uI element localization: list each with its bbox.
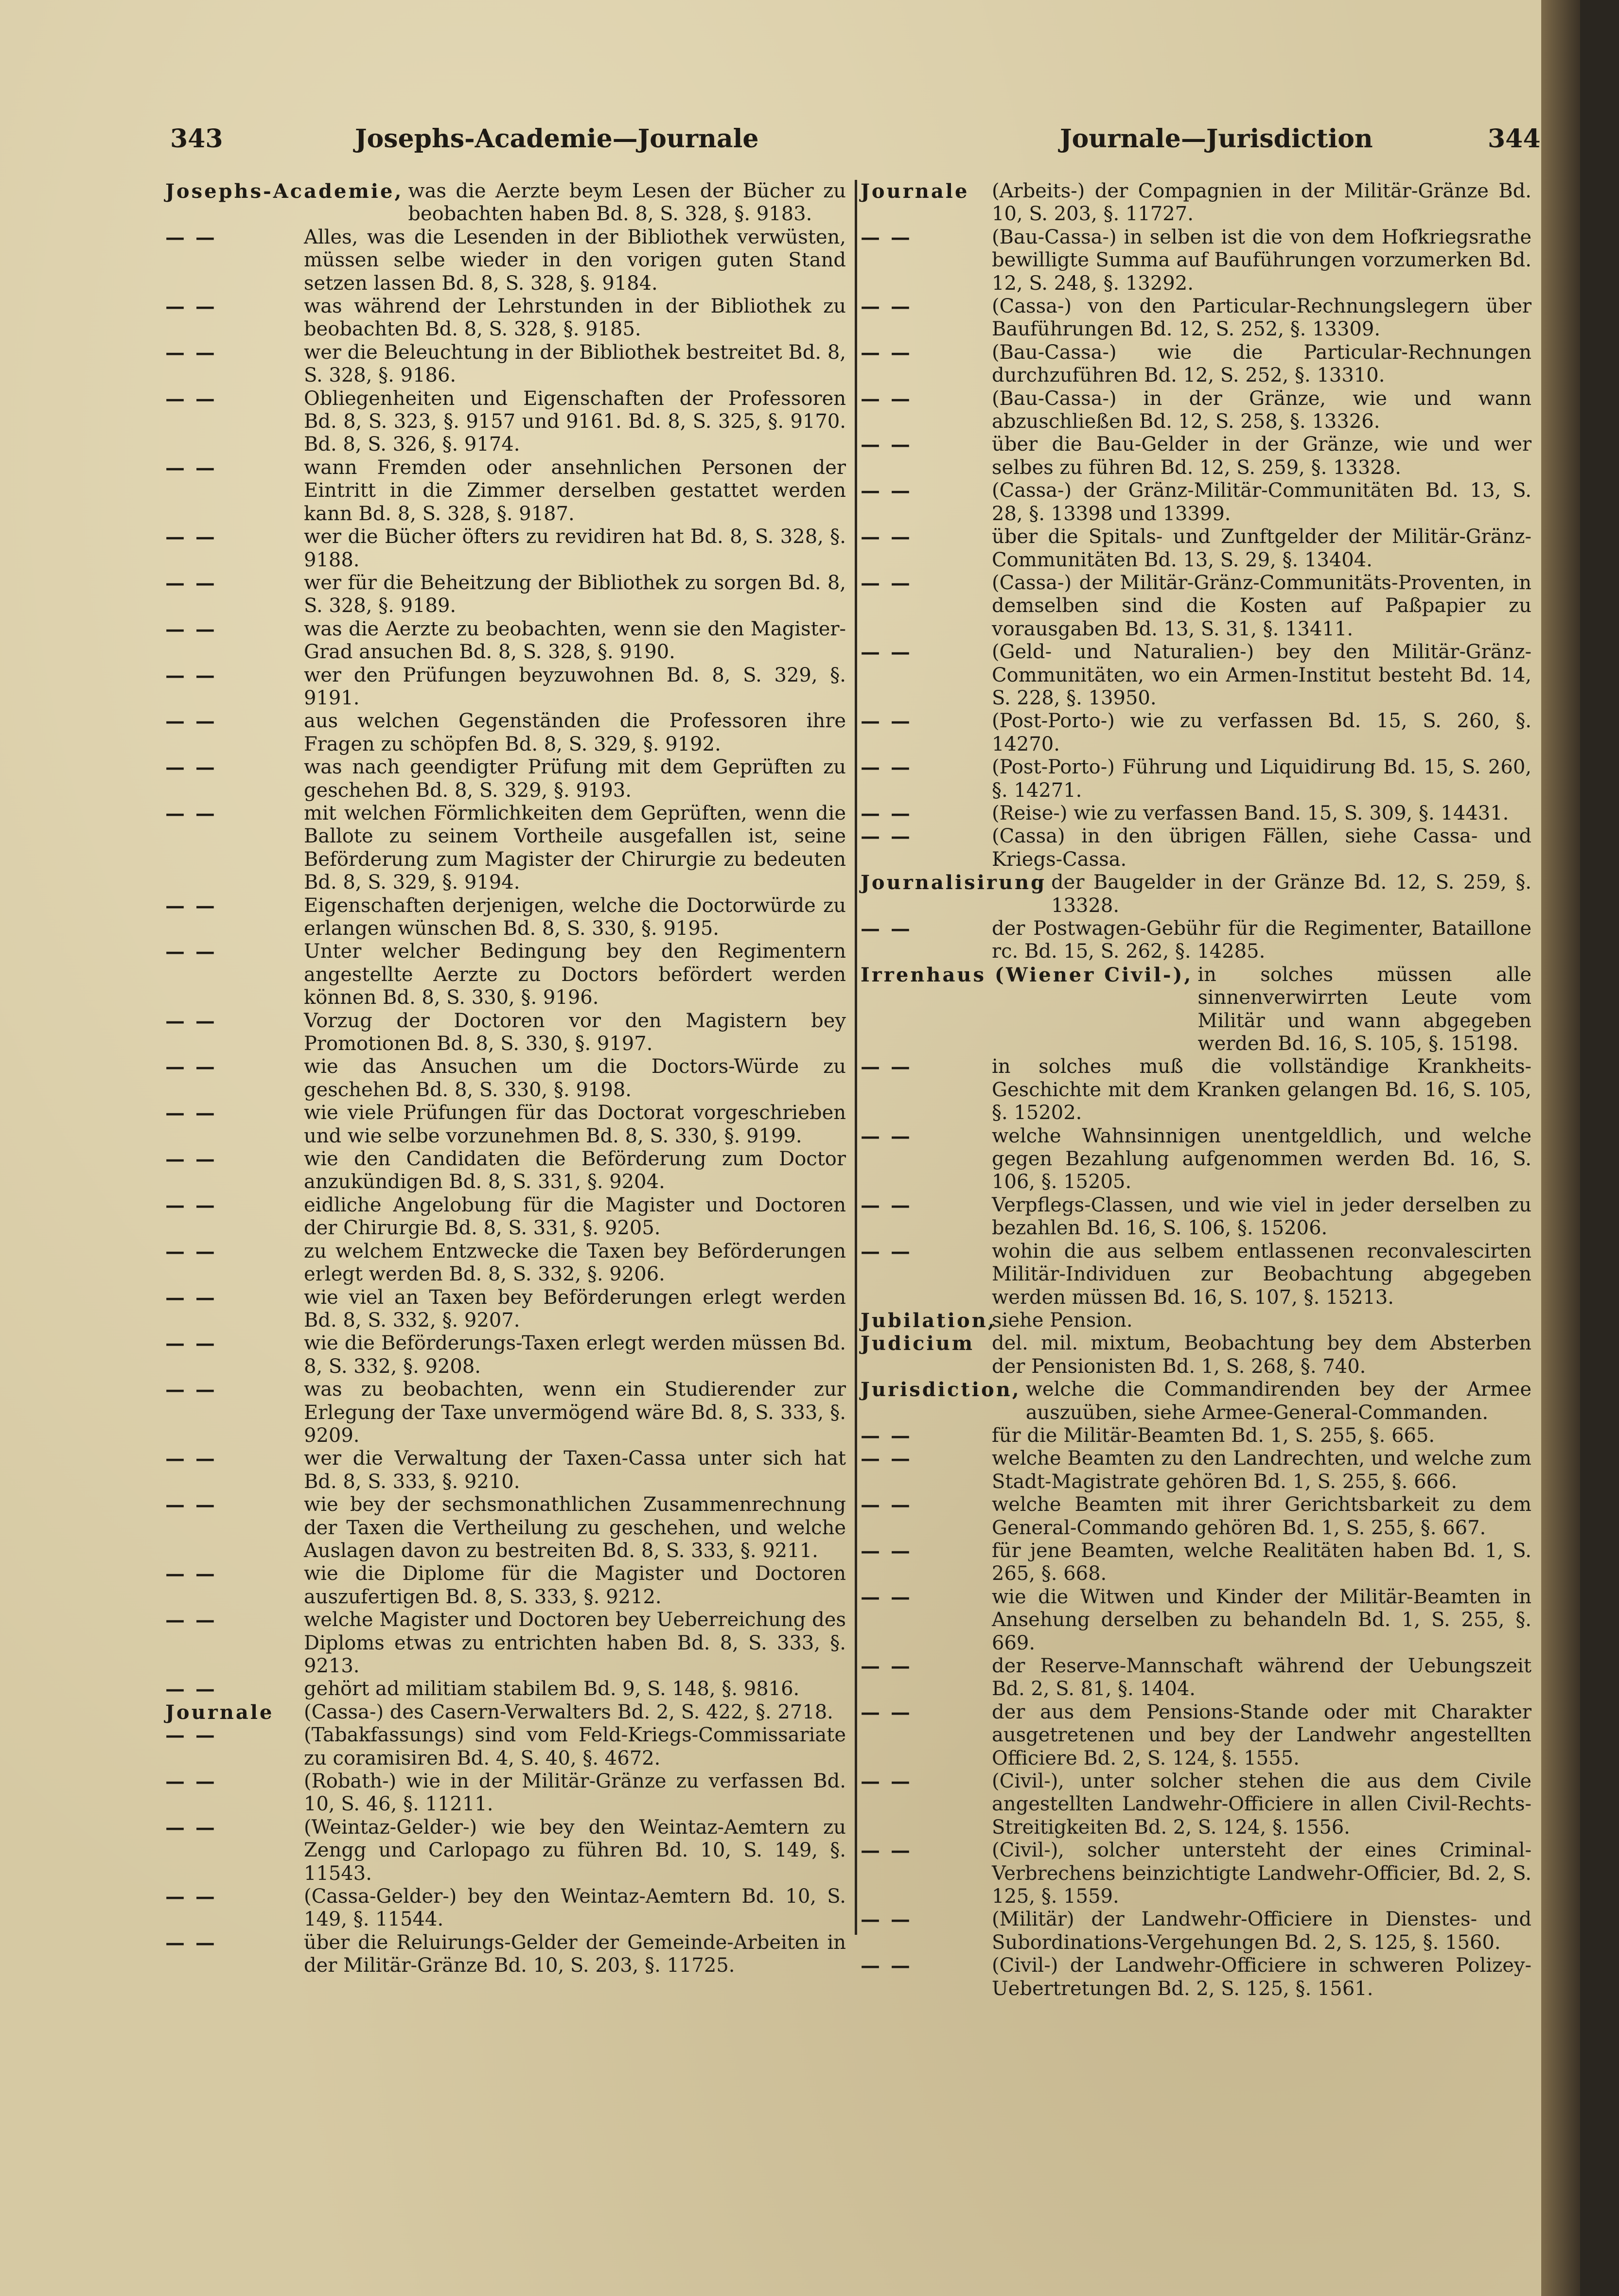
- entry-text: was die Aerzte zu beobachten, wenn sie den Magister-Grad ansuchen Bd. 8, S. 328, §. 9190.: [304, 617, 846, 664]
- entry-text: für die Militär-Beamten Bd. 1, S. 255, §. 665.: [992, 1424, 1435, 1447]
- left-page-number: 343: [170, 124, 223, 154]
- entry-text: wer die Beleuchtung in der Bibliothek bestreitet Bd. 8, S. 328, §. 9186.: [304, 341, 846, 387]
- entry-text: welche Wahnsinnigen unentgeldlich, und welche gegen Bezahlung aufgenommen werden Bd. 16, S. 106, §. 15205.: [992, 1124, 1531, 1193]
- entry-text: gehört ad militiam stabilem Bd. 9, S. 148, §. 9816.: [304, 1678, 800, 1700]
- entry-keyword: — —: [165, 756, 217, 779]
- entry-keyword: — —: [861, 825, 912, 848]
- index-entry: [165, 572, 846, 618]
- entry-keyword: — —: [861, 433, 912, 456]
- index-entry: [861, 1332, 1531, 1378]
- entry-text: welche Magister und Doctoren bey Ueberreichung des Diploms etwas zu entrichten haben Bd. 8, S. 333, §. 9213.: [304, 1609, 846, 1677]
- entry-text: Obliegenheiten und Eigenschaften der Professoren Bd. 8, S. 323, §. 9157 und 9161. Bd. 8, S. 325, §. 9170. Bd. 8, S. 326, §. 9174.: [304, 387, 846, 456]
- index-entry: [165, 226, 846, 295]
- entry-keyword: — —: [861, 1539, 912, 1562]
- entry-text: (Post-Porto-) Führung und Liquidirung Bd. 15, S. 260, §. 14271.: [992, 756, 1531, 802]
- index-entry: [165, 1102, 846, 1148]
- entry-keyword: — —: [165, 710, 217, 733]
- index-entry: [861, 1954, 1531, 2000]
- entry-keyword: — —: [861, 710, 912, 733]
- entry-text: (Geld- und Naturalien-) bey den Militär-Gränz-Communitäten, wo ein Armen-Institut besteht Bd. 14, S. 228, §. 13950.: [992, 641, 1531, 709]
- entry-text: wer die Verwaltung der Taxen-Cassa unter sich hat Bd. 8, S. 333, §. 9210.: [304, 1447, 846, 1493]
- entry-text: was nach geendigter Prüfung mit dem Geprüften zu geschehen Bd. 8, S. 329, §. 9193.: [304, 756, 846, 802]
- index-entry: [861, 871, 1531, 917]
- entry-keyword: — —: [861, 917, 912, 940]
- entry-text: wer die Bücher öfters zu revidiren hat Bd. 8, S. 328, §. 9188.: [304, 526, 846, 571]
- index-entry: [861, 1309, 1531, 1332]
- index-entry: [165, 1701, 846, 1724]
- entry-keyword: — —: [165, 1009, 217, 1033]
- entry-keyword: — —: [165, 526, 217, 549]
- entry-keyword: — —: [861, 1124, 912, 1148]
- entry-text: (Civil-), unter solcher stehen die aus dem Civile angestellten Landwehr-Officiere in allen Civil-Rechts-Streitigkeiten Bd. 2, S. 124, §. 1556.: [992, 1770, 1531, 1839]
- index-entry: [165, 1447, 846, 1493]
- column-divider: [855, 180, 857, 1935]
- entry-keyword: — —: [861, 1908, 912, 1931]
- entry-text: wohin die aus selbem entlassenen reconvalescirten Militär-Individuen zur Beobachtung abgegeben werden müssen Bd. 16, S. 107, §. 15213.: [992, 1240, 1531, 1309]
- index-entry: [165, 1931, 846, 1978]
- index-entry: [861, 825, 1531, 871]
- entry-text: welche Beamten zu den Landrechten, und welche zum Stadt-Magistrate gehören Bd. 1, S. 255, §. 666.: [992, 1447, 1531, 1493]
- entry-text: (Bau-Cassa-) wie die Particular-Rechnungen durchzuführen Bd. 12, S. 252, §. 13310.: [992, 341, 1531, 387]
- index-entry: [165, 1493, 846, 1562]
- entry-text: zu welchem Entzwecke die Taxen bey Beförderungen erlegt werden Bd. 8, S. 332, §. 9206.: [304, 1240, 846, 1286]
- entry-text: (Weintaz-Gelder-) wie bey den Weintaz-Aemtern zu Zengg und Carlopago zu führen Bd. 10, S. 149, §. 11543.: [304, 1816, 846, 1885]
- entry-text: wer für die Beheitzung der Bibliothek zu sorgen Bd. 8, S. 328, §. 9189.: [304, 571, 846, 617]
- entry-text: Verpflegs-Classen, und wie viel in jeder derselben zu bezahlen Bd. 16, S. 106, §. 15206.: [992, 1193, 1531, 1240]
- entry-text: del. mil. mixtum, Beobachtung bey dem Absterben der Pensionisten Bd. 1, S. 268, §. 740.: [992, 1332, 1531, 1378]
- entry-text: wie die Beförderungs-Taxen erlegt werden müssen Bd. 8, S. 332, §. 9208.: [304, 1332, 846, 1378]
- index-entry: [165, 1724, 846, 1770]
- entry-text: der aus dem Pensions-Stande oder mit Charakter ausgetretenen und bey der Landwehr angestellten Officiere Bd. 2, S. 124, §. 1555.: [992, 1700, 1531, 1770]
- entry-text: in solches müssen alle sinnenverwirrten Leute vom Militär und wann abgegeben werden Bd. 16, S. 105, §. 15198.: [1197, 963, 1531, 1055]
- right-running-title: Journale—Jurisdiction: [1060, 124, 1373, 154]
- entry-keyword: — —: [165, 1447, 217, 1471]
- entry-text: (Civil-), solcher untersteht der eines Criminal-Verbrechens beinzichtigte Landwehr-Officier, Bd. 2, S. 125, §. 1559.: [992, 1839, 1531, 1908]
- index-entry: [861, 1908, 1531, 1954]
- index-entry: [861, 1493, 1531, 1540]
- index-entry: [861, 226, 1531, 295]
- entry-text: (Cassa) in den übrigen Fällen, siehe Cassa- und Kriegs-Cassa.: [992, 825, 1531, 871]
- entry-text: über die Bau-Gelder in der Gränze, wie und wer selbes zu führen Bd. 12, S. 259, §. 13328.: [992, 433, 1531, 479]
- entry-keyword: — —: [861, 479, 912, 503]
- entry-keyword: Journale: [861, 180, 969, 203]
- entry-text: Unter welcher Bedingung bey den Regimentern angestellte Aerzte zu Doctors befördert werden können Bd. 8, S. 330, §. 9196.: [304, 940, 846, 1009]
- entry-keyword: — —: [861, 1240, 912, 1263]
- index-entry: [861, 1424, 1531, 1447]
- index-entry: [165, 940, 846, 1009]
- index-entry: [861, 433, 1531, 479]
- entry-keyword: — —: [861, 1424, 912, 1447]
- index-entry: [165, 1148, 846, 1194]
- index-entry: [861, 1701, 1531, 1770]
- entry-keyword: — —: [165, 617, 217, 641]
- entry-text: welche Beamten mit ihrer Gerichtsbarkeit zu dem General-Commando gehören Bd. 1, S. 255, §. 667.: [992, 1493, 1531, 1539]
- index-entry: [165, 526, 846, 572]
- index-entry: [861, 756, 1531, 802]
- entry-keyword: — —: [165, 894, 217, 917]
- index-entry: [861, 1125, 1531, 1194]
- entry-keyword: — —: [165, 571, 217, 595]
- index-entry: [165, 1194, 846, 1240]
- entry-text: der Reserve-Mannschaft während der Uebungszeit Bd. 2, S. 81, §. 1404.: [992, 1655, 1531, 1700]
- entry-keyword: — —: [861, 1585, 912, 1609]
- index-entry: [165, 1562, 846, 1609]
- index-entry: [861, 641, 1531, 710]
- entry-keyword: Jurisdiction,: [861, 1378, 1021, 1402]
- index-entry: [165, 802, 846, 894]
- entry-text: mit welchen Förmlichkeiten dem Geprüften, wenn die Ballote zu seinem Vortheile ausgefallen ist, seine Beförderung zum Magister der Chirurgie zu bedeuten Bd. 8, S. 329, §. 9194.: [304, 802, 846, 894]
- index-entry: [861, 572, 1531, 641]
- entry-keyword: — —: [861, 341, 912, 364]
- entry-keyword: — —: [861, 1655, 912, 1678]
- right-page-number: 344: [1488, 124, 1541, 154]
- entry-keyword: — —: [165, 940, 217, 964]
- entry-text: wie viel an Taxen bey Beförderungen erlegt werden Bd. 8, S. 332, §. 9207.: [304, 1286, 846, 1332]
- entry-text: (Tabakfassungs) sind vom Feld-Kriegs-Commissariate zu coramisiren Bd. 4, S. 40, §. 4672.: [304, 1724, 846, 1770]
- entry-keyword: — —: [165, 295, 217, 318]
- entry-text: (Bau-Cassa-) in der Gränze, wie und wann abzuschließen Bd. 12, S. 258, §. 13326.: [992, 387, 1531, 433]
- index-entry: [165, 387, 846, 456]
- entry-text: (Robath-) wie in der Militär-Gränze zu verfassen Bd. 10, S. 46, §. 11211.: [304, 1770, 846, 1816]
- index-entry: [165, 295, 846, 341]
- entry-keyword: — —: [165, 1678, 217, 1701]
- entry-text: Vorzug der Doctoren vor den Magistern bey Promotionen Bd. 8, S. 330, §. 9197.: [304, 1009, 846, 1055]
- entry-text: über die Spitals- und Zunftgelder der Militär-Gränz-Communitäten Bd. 13, S. 29, §. 13404.: [992, 526, 1531, 571]
- entry-text: (Cassa-) von den Particular-Rechnungslegern über Bauführungen Bd. 12, S. 252, §. 13309.: [992, 295, 1531, 341]
- index-entry: [165, 1885, 846, 1931]
- right-column: [861, 180, 1531, 2000]
- index-entry: [165, 894, 846, 941]
- index-entry: [861, 710, 1531, 756]
- entry-keyword: — —: [165, 226, 217, 249]
- entry-text: über die Reluirungs-Gelder der Gemeinde-Arbeiten in der Militär-Gränze Bd. 10, S. 203, §. 11725.: [304, 1931, 846, 1977]
- entry-text: welche die Commandirenden bey der Armee auszuüben, siehe Armee-General-Commanden.: [1025, 1378, 1531, 1424]
- index-entry: [861, 1839, 1531, 1908]
- entry-keyword: — —: [861, 1954, 912, 1978]
- entry-text: (Arbeits-) der Compagnien in der Militär-Gränze Bd. 10, S. 203, §. 11727.: [992, 180, 1531, 226]
- entry-text: der Postwagen-Gebühr für die Regimenter, Bataillone rc. Bd. 15, S. 262, §. 14285.: [992, 917, 1531, 963]
- index-entry: [861, 1194, 1531, 1240]
- index-entry: [165, 1770, 846, 1816]
- index-entry: [861, 180, 1531, 226]
- index-entry: [861, 1770, 1531, 1839]
- index-entry: [165, 1010, 846, 1056]
- entry-text: (Militär) der Landwehr-Officiere in Dienstes- und Subordinations-Vergehungen Bd. 2, S. 125, §. 1560.: [992, 1908, 1531, 1954]
- entry-keyword: Jubilation,: [861, 1309, 997, 1332]
- index-entry: [165, 180, 846, 226]
- index-entry: [165, 1609, 846, 1678]
- entry-keyword: — —: [861, 802, 912, 825]
- entry-keyword: — —: [861, 526, 912, 549]
- entry-keyword: — —: [165, 1332, 217, 1355]
- entry-keyword: — —: [165, 1885, 217, 1909]
- index-entry: [861, 1586, 1531, 1655]
- entry-keyword: — —: [165, 341, 217, 364]
- entry-keyword: — —: [861, 1770, 912, 1793]
- index-entry: [165, 664, 846, 710]
- entry-text: der Baugelder in der Gränze Bd. 12, S. 259, §. 13328.: [1051, 871, 1531, 917]
- index-entry: [861, 964, 1531, 1056]
- entry-text: was während der Lehrstunden in der Bibliothek zu beobachten Bd. 8, S. 328, §. 9185.: [304, 295, 846, 341]
- entry-keyword: — —: [165, 456, 217, 479]
- index-entry: [165, 1240, 846, 1286]
- entry-keyword: Judicium: [861, 1332, 975, 1355]
- entry-text: (Bau-Cassa-) in selben ist die von dem Hofkriegsrathe bewilligte Summa auf Bauführungen vorzumerken Bd. 12, S. 248, §. 13292.: [992, 226, 1531, 295]
- entry-keyword: — —: [165, 1931, 217, 1954]
- entry-text: wie das Ansuchen um die Doctors-Würde zu geschehen Bd. 8, S. 330, §. 9198.: [304, 1055, 846, 1101]
- entry-keyword: — —: [165, 1609, 217, 1632]
- entry-keyword: — —: [861, 756, 912, 779]
- entry-keyword: — —: [165, 1193, 217, 1217]
- entry-text: (Cassa-) der Gränz-Militär-Communitäten Bd. 13, S. 28, §. 13398 und 13399.: [992, 479, 1531, 525]
- index-entry: [165, 1816, 846, 1885]
- entry-keyword: — —: [861, 1700, 912, 1724]
- entry-text: was zu beobachten, wenn ein Studierender zur Erlegung der Taxe unvermögend wäre Bd. 8, S. 333, §. 9209.: [304, 1378, 846, 1447]
- entry-text: wer den Prüfungen beyzuwohnen Bd. 8, S. 329, §. 9191.: [304, 664, 846, 709]
- entry-keyword: — —: [165, 1770, 217, 1793]
- entry-text: (Civil-) der Landwehr-Officiere in schweren Polizey-Uebertretungen Bd. 2, S. 125, §. 1561.: [992, 1954, 1531, 2000]
- index-entry: [861, 917, 1531, 964]
- index-entry: [861, 1655, 1531, 1701]
- entry-keyword: — —: [861, 1447, 912, 1471]
- entry-keyword: — —: [165, 387, 217, 410]
- index-entry: [861, 341, 1531, 387]
- index-entry: [165, 456, 846, 526]
- index-entry: [165, 618, 846, 664]
- entry-text: (Post-Porto-) wie zu verfassen Bd. 15, S. 260, §. 14270.: [992, 710, 1531, 755]
- index-entry: [861, 1055, 1531, 1124]
- index-entry: [861, 1540, 1531, 1586]
- index-entry: [861, 1447, 1531, 1493]
- index-entry: [861, 387, 1531, 434]
- index-entry: [861, 479, 1531, 526]
- index-entry: [165, 1378, 846, 1447]
- entry-keyword: — —: [861, 226, 912, 249]
- entry-text: wie bey der sechsmonathlichen Zusammenrechnung der Taxen die Vertheilung zu geschehen, und welche Auslagen davon zu bestreiten Bd. 8, S. 333, §. 9211.: [304, 1493, 846, 1562]
- entry-keyword: — —: [165, 1240, 217, 1263]
- entry-text: Alles, was die Lesenden in der Bibliothek verwüsten, müssen selbe wieder in den vorigen guten Stand setzen lassen Bd. 8, S. 328, §. 9184.: [304, 226, 846, 295]
- entry-text: siehe Pension.: [992, 1309, 1133, 1332]
- entry-text: was die Aerzte beym Lesen der Bücher zu beobachten haben Bd. 8, S. 328, §. 9183.: [408, 180, 846, 226]
- entry-text: eidliche Angelobung für die Magister und Doctoren der Chirurgie Bd. 8, S. 331, §. 9205.: [304, 1193, 846, 1240]
- entry-keyword: Josephs-Academie,: [165, 180, 404, 203]
- index-entry: [165, 341, 846, 387]
- entry-keyword: — —: [861, 641, 912, 664]
- entry-keyword: — —: [165, 664, 217, 687]
- entry-keyword: — —: [861, 1055, 912, 1079]
- entry-keyword: — —: [165, 1102, 217, 1125]
- entry-text: (Cassa-) des Casern-Verwalters Bd. 2, S. 422, §. 2718.: [304, 1700, 833, 1723]
- entry-keyword: — —: [165, 1055, 217, 1079]
- entry-keyword: — —: [861, 387, 912, 410]
- index-entry: [165, 1678, 846, 1700]
- entry-keyword: — —: [861, 1839, 912, 1862]
- entry-keyword: — —: [165, 1724, 217, 1747]
- index-entry: [165, 1286, 846, 1332]
- entry-text: in solches muß die vollständige Krankheits-Geschichte mit dem Kranken gelangen Bd. 16, S. 105, §. 15202.: [992, 1055, 1531, 1124]
- entry-text: wie die Witwen und Kinder der Militär-Beamten in Ansehung derselben zu behandeln Bd. 1, S. 255, §. 669.: [992, 1585, 1531, 1654]
- index-entry: [861, 295, 1531, 341]
- entry-text: (Cassa-Gelder-) bey den Weintaz-Aemtern Bd. 10, S. 149, §. 11544.: [304, 1885, 846, 1931]
- entry-keyword: — —: [165, 1148, 217, 1171]
- index-entry: [165, 1332, 846, 1378]
- index-entry: [165, 756, 846, 802]
- entry-keyword: — —: [165, 1493, 217, 1517]
- index-entry: [861, 526, 1531, 572]
- entry-keyword: — —: [165, 1378, 217, 1402]
- entry-keyword: — —: [861, 1193, 912, 1217]
- index-entry: [861, 1240, 1531, 1309]
- entry-keyword: — —: [165, 1562, 217, 1586]
- entry-text: wie die Diplome für die Magister und Doctoren auszufertigen Bd. 8, S. 333, §. 9212.: [304, 1562, 846, 1608]
- index-entry: [861, 1378, 1531, 1424]
- entry-keyword: — —: [861, 571, 912, 595]
- left-running-title: Josephs-Academie—Journale: [355, 124, 759, 154]
- entry-text: wie viele Prüfungen für das Doctorat vorgeschrieben und wie selbe vorzunehmen Bd. 8, S. 330, §. 9199.: [304, 1102, 846, 1147]
- book-spine-edge: [1541, 0, 1580, 2296]
- entry-text: aus welchen Gegenständen die Professoren ihre Fragen zu schöpfen Bd. 8, S. 329, §. 9192.: [304, 710, 846, 755]
- entry-text: wie den Candidaten die Beförderung zum Doctor anzukündigen Bd. 8, S. 331, §. 9204.: [304, 1148, 846, 1193]
- entry-keyword: — —: [861, 1493, 912, 1517]
- entry-text: wann Fremden oder ansehnlichen Personen der Eintritt in die Zimmer derselben gestattet werden kann Bd. 8, S. 328, §. 9187.: [304, 456, 846, 525]
- index-entry: [165, 1055, 846, 1102]
- index-entry: [165, 710, 846, 756]
- entry-keyword: Irrenhaus (Wiener Civil-),: [861, 963, 1193, 986]
- entry-keyword: Journale: [165, 1700, 274, 1724]
- entry-keyword: — —: [165, 1286, 217, 1309]
- left-column: [165, 180, 846, 1978]
- entry-text: (Reise-) wie zu verfassen Band. 15, S. 309, §. 14431.: [992, 802, 1509, 824]
- entry-keyword: — —: [165, 802, 217, 825]
- entry-keyword: Journalisirung: [861, 871, 1047, 894]
- entry-text: (Cassa-) der Militär-Gränz-Communitäts-Proventen, in demselben sind die Kosten auf Paßpapier zu vorausgaben Bd. 13, S. 31, §. 13411.: [992, 571, 1531, 640]
- entry-text: für jene Beamten, welche Realitäten haben Bd. 1, S. 265, §. 668.: [992, 1539, 1531, 1585]
- entry-text: Eigenschaften derjenigen, welche die Doctorwürde zu erlangen wünschen Bd. 8, S. 330, §. 9195.: [304, 894, 846, 940]
- index-entry: [861, 802, 1531, 825]
- entry-keyword: — —: [165, 1816, 217, 1839]
- entry-keyword: — —: [861, 295, 912, 318]
